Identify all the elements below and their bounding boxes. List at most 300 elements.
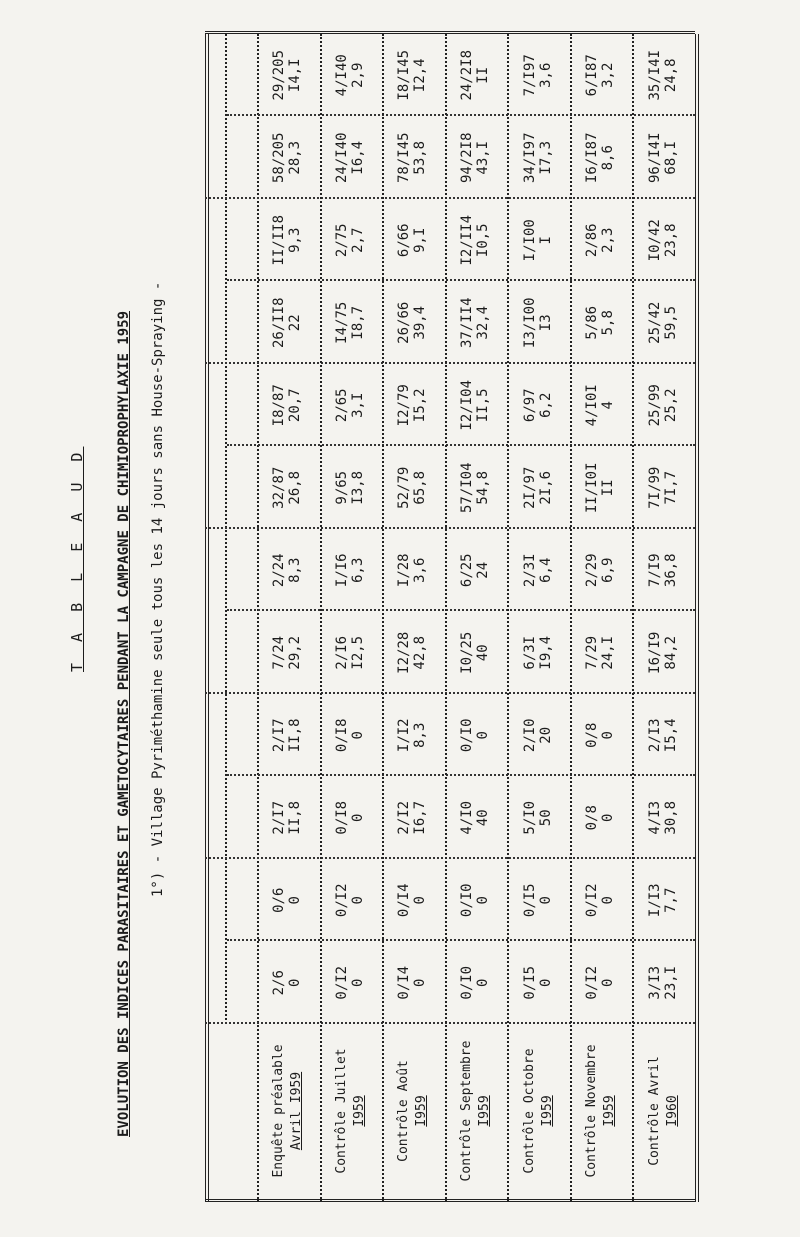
cell-ratio: II/II8 [271, 214, 288, 266]
cell-ratio: I2/I04 [459, 379, 475, 431]
table-cell [459, 47, 491, 103]
cell-ratio: I/28 [396, 553, 413, 588]
cell-ratio: 9/65 [333, 470, 350, 505]
table-cell [271, 295, 303, 351]
cell-ratio: I6/I9 [646, 631, 663, 674]
cell-percent: 0 [349, 978, 366, 987]
cell-percent: 9,3 [287, 227, 304, 253]
table-cell [396, 47, 428, 103]
cell-percent: 84,2 [662, 635, 679, 670]
cell-percent: 4 [600, 401, 617, 410]
cell-ratio: 78/I45 [396, 132, 413, 184]
cell-ratio: 0/I2 [584, 965, 601, 1000]
table-cell [584, 790, 616, 846]
cell-ratio: 0/6 [271, 887, 288, 913]
cell-ratio: 35/I4I [646, 49, 663, 101]
cell-ratio: 0/I4 [396, 965, 413, 1000]
table-cell [271, 130, 303, 186]
cell-ratio: 37/II4 [459, 297, 475, 349]
table-border-left [205, 1199, 695, 1202]
table-cell [396, 790, 428, 846]
cell-percent: 7,7 [662, 887, 679, 913]
cell-percent: 2,9 [349, 62, 366, 88]
cell-ratio: I8/I45 [396, 49, 413, 101]
cell-ratio: 0/I8 [333, 800, 350, 835]
cell-ratio: 2/75 [333, 223, 350, 258]
row-label [521, 1032, 557, 1190]
village-prefix: 1°) - [150, 846, 166, 897]
cell-ratio: 26/II8 [271, 297, 288, 349]
cell-ratio: 6/66 [396, 223, 413, 258]
table-cell [647, 707, 679, 763]
cell-percent: I5,4 [662, 718, 679, 753]
cell-percent: 20 [537, 726, 554, 744]
cell-percent: 3,6 [412, 557, 429, 583]
cell-ratio: 0/I0 [459, 883, 475, 918]
cell-percent: I6,4 [349, 140, 366, 175]
row-label-line1: Contrôle Octobre [521, 1048, 537, 1174]
table-cell [522, 47, 554, 103]
cell-percent: 68,I [662, 140, 679, 175]
table-cell [334, 790, 366, 846]
table-cell [647, 460, 679, 516]
cell-ratio: 0/I8 [333, 718, 350, 753]
cell-percent: I6,7 [412, 800, 429, 835]
cell-percent: 0 [600, 731, 617, 740]
table-cell [647, 955, 679, 1011]
table-cell [459, 130, 491, 186]
cell-ratio: 0/8 [584, 722, 601, 748]
table-cell [271, 790, 303, 846]
table-border-right [205, 31, 695, 34]
cell-percent: 0 [349, 813, 366, 822]
cell-percent: 0 [537, 978, 554, 987]
cell-percent: 2,7 [349, 227, 366, 253]
cell-ratio: 2I/97 [521, 466, 538, 509]
row-separator [570, 34, 572, 1202]
cell-percent: 0 [349, 731, 366, 740]
cell-ratio: 2/I6 [333, 635, 350, 670]
row-label-line2: I959 [414, 1095, 430, 1127]
row-label-line1: Contrôle Juillet [333, 1048, 349, 1174]
cell-percent: 59,5 [662, 305, 679, 340]
table-cell [396, 212, 428, 268]
cell-percent: 3,6 [537, 62, 554, 88]
cell-percent: 50 [537, 809, 554, 827]
cell-percent: 24,8 [662, 58, 679, 93]
table-cell [522, 460, 554, 516]
table-cell [396, 377, 428, 433]
row-label-line1: Contrôle Septembre [459, 1040, 474, 1182]
table-cell [334, 295, 366, 351]
row-label-line1: Contrôle Août [396, 1060, 412, 1162]
cell-ratio: 2/24 [271, 553, 288, 588]
cell-percent: 25,2 [662, 388, 679, 423]
cell-percent: 9,I [412, 227, 429, 253]
cell-ratio: 96/I4I [646, 132, 663, 184]
cell-percent: 23,8 [662, 223, 679, 258]
row-label-line2: I959 [351, 1095, 367, 1127]
table-cell [271, 542, 303, 598]
table-cell [459, 295, 491, 351]
table-cell [396, 707, 428, 763]
table-cell [459, 542, 491, 598]
cell-percent: I2,5 [349, 635, 366, 670]
cell-percent: 29,2 [287, 635, 304, 670]
cell-percent: 0 [475, 896, 491, 905]
row-separator [320, 34, 322, 1202]
cell-percent: 32,4 [475, 305, 491, 340]
cell-percent: 0 [349, 896, 366, 905]
table-cell [271, 872, 303, 928]
table-cell [459, 460, 491, 516]
cell-percent: 65,8 [412, 470, 429, 505]
table-cell [334, 212, 366, 268]
cell-ratio: 32/87 [271, 466, 288, 509]
row-separator [632, 34, 634, 1202]
cell-percent: 26,8 [287, 470, 304, 505]
table-border-bottom [695, 34, 699, 1202]
table-cell [459, 955, 491, 1011]
cell-ratio: I8/87 [271, 384, 288, 427]
cell-ratio: 4/I3 [646, 800, 663, 835]
cell-ratio: II/I0I [584, 462, 601, 514]
header-bottom-line [257, 34, 259, 1202]
table-cell [522, 295, 554, 351]
cell-percent: 30,8 [662, 800, 679, 835]
cell-percent: 36,8 [662, 553, 679, 588]
cell-percent: 7I,7 [662, 470, 679, 505]
cell-ratio: 0/I5 [521, 965, 538, 1000]
cell-percent: 0 [537, 896, 554, 905]
table-cell [584, 872, 616, 928]
row-label [395, 1032, 431, 1190]
cell-percent: 5,8 [600, 310, 617, 336]
cell-percent: 3,I [349, 392, 366, 418]
cell-percent: 54,8 [475, 470, 491, 505]
cell-ratio: I/I2 [396, 718, 413, 753]
cell-ratio: 4/I40 [333, 54, 350, 97]
table-cell [334, 47, 366, 103]
table-cell [271, 955, 303, 1011]
table-cell [584, 212, 616, 268]
table-cell [396, 625, 428, 681]
cell-percent: 2I,6 [537, 470, 554, 505]
row-label-line2: I960 [664, 1095, 680, 1127]
subcolumn-separator [227, 610, 695, 612]
cell-percent: 40 [475, 644, 491, 662]
cell-ratio: 2/I3 [646, 718, 663, 753]
table-cell [271, 707, 303, 763]
table-cell [522, 377, 554, 433]
table-cell [459, 212, 491, 268]
cell-ratio: 3/I3 [646, 965, 663, 1000]
cell-ratio: 34/I97 [521, 132, 538, 184]
table-cell [584, 955, 616, 1011]
cell-ratio: 2/I7 [271, 718, 288, 753]
table-cell [647, 625, 679, 681]
cell-percent: I0,5 [475, 223, 491, 258]
cell-percent: 40 [475, 809, 491, 827]
table-cell [647, 130, 679, 186]
table-cell [522, 212, 554, 268]
group-separator [205, 692, 695, 694]
cell-percent: 23,I [662, 965, 679, 1000]
cell-ratio: 6/97 [521, 388, 538, 423]
cell-ratio: 0/I5 [521, 883, 538, 918]
table-cell [584, 625, 616, 681]
table-cell [584, 47, 616, 103]
cell-percent: 24,I [600, 635, 617, 670]
cell-ratio: 94/2I8 [459, 132, 475, 184]
row-label [583, 1032, 619, 1190]
cell-percent: 0 [475, 731, 491, 740]
row-label-line1: Contrôle Novembre [584, 1044, 600, 1178]
cell-ratio: 0/I0 [459, 965, 475, 1000]
subcolumn-separator [227, 445, 695, 447]
cell-ratio: 0/8 [584, 805, 601, 831]
table-cell [334, 130, 366, 186]
subcolumn-separator [227, 280, 695, 282]
cell-ratio: 4/I0I [584, 384, 601, 427]
row-label-line2: I959 [477, 1095, 492, 1127]
cell-ratio: 6/25 [459, 553, 475, 588]
cell-ratio: I2/II4 [459, 214, 475, 266]
cell-ratio: 0/I0 [459, 718, 475, 753]
cell-percent: II [475, 66, 491, 84]
cell-percent: 42,8 [412, 635, 429, 670]
subcolumn-separator [227, 940, 695, 942]
cell-percent: I3,8 [349, 470, 366, 505]
cell-percent: 8,6 [600, 145, 617, 171]
cell-percent: 0 [287, 978, 304, 987]
table-cell [647, 377, 679, 433]
cell-percent: 0 [475, 978, 491, 987]
row-label-line1: Contrôle Avril [646, 1056, 662, 1166]
cell-ratio: 6/I87 [584, 54, 601, 97]
cell-ratio: 24/I40 [333, 132, 350, 184]
group-separator [205, 527, 695, 529]
table-cell [584, 377, 616, 433]
cell-ratio: 0/I2 [333, 965, 350, 1000]
table-cell [522, 955, 554, 1011]
cell-percent: 20,7 [287, 388, 304, 423]
cell-ratio: I0/25 [459, 631, 475, 674]
cell-ratio: I/I6 [333, 553, 350, 588]
table-cell [396, 295, 428, 351]
cell-ratio: 26/66 [396, 301, 413, 344]
cell-percent: II,8 [287, 718, 304, 753]
cell-percent: 6,3 [349, 557, 366, 583]
cell-percent: I3 [537, 314, 554, 332]
cell-percent: 6,9 [600, 557, 617, 583]
cell-percent: I4,I [287, 58, 304, 93]
cell-ratio: 7I/99 [646, 466, 663, 509]
village-caption [150, 282, 166, 897]
table-cell [334, 460, 366, 516]
cell-ratio: 4/I0 [459, 800, 475, 835]
cell-ratio: 2/6 [271, 970, 288, 996]
cell-ratio: 57/I04 [459, 462, 475, 514]
subcolumn-separator [227, 115, 695, 117]
table-cell [271, 625, 303, 681]
cell-percent: I [537, 236, 554, 245]
table-cell [522, 872, 554, 928]
row-label [270, 1032, 306, 1190]
cell-ratio: 2/86 [584, 223, 601, 258]
table-cell [584, 460, 616, 516]
subcolumn-separator [227, 775, 695, 777]
table-cell [647, 790, 679, 846]
table-cell [334, 872, 366, 928]
cell-percent: I9,4 [537, 635, 554, 670]
table-cell [271, 212, 303, 268]
table-cell [584, 130, 616, 186]
cell-percent: 0 [600, 896, 617, 905]
cell-ratio: 7/24 [271, 635, 288, 670]
cell-percent: 24 [475, 561, 491, 579]
cell-percent: II [600, 479, 617, 497]
cell-ratio: 0/I2 [333, 883, 350, 918]
cell-percent: II,8 [287, 800, 304, 835]
cell-percent: I5,2 [412, 388, 429, 423]
table-cell [584, 707, 616, 763]
cell-ratio: 2/3I [521, 553, 538, 588]
cell-ratio: 5/86 [584, 305, 601, 340]
cell-percent: 43,I [475, 140, 491, 175]
table-cell [334, 542, 366, 598]
cell-ratio: 58/205 [271, 132, 288, 184]
cell-percent: I8,7 [349, 305, 366, 340]
cell-ratio: 25/99 [646, 384, 663, 427]
cell-ratio: 7/I97 [521, 54, 538, 97]
table-cell [522, 542, 554, 598]
cell-percent: 28,3 [287, 140, 304, 175]
cell-ratio: I3/I00 [521, 297, 538, 349]
table-cell [396, 542, 428, 598]
cell-ratio: 2/I7 [271, 800, 288, 835]
row-label-line2: I959 [539, 1095, 555, 1127]
cell-ratio: 2/65 [333, 388, 350, 423]
cell-ratio: 5/I0 [521, 800, 538, 835]
table-subtitle: EVOLUTION DES INDICES PARASITAIRES ET GAMETOCYTAIRES PENDANT LA CAMPAGNE DE CHIMIOPROPHYLAXIE 1959 [116, 310, 132, 1137]
table-cell [271, 47, 303, 103]
cell-percent: 0 [600, 978, 617, 987]
cell-ratio: 24/2I8 [459, 49, 475, 101]
cell-percent: 22 [287, 314, 304, 332]
table-cell [522, 625, 554, 681]
header-separator [225, 34, 227, 1024]
table-cell [647, 295, 679, 351]
table-cell [334, 955, 366, 1011]
cell-percent: 2,3 [600, 227, 617, 253]
table-border-top [205, 34, 209, 1202]
row-label [458, 1032, 494, 1190]
cell-ratio: 2/29 [584, 553, 601, 588]
table-cell [522, 707, 554, 763]
table-cell [334, 377, 366, 433]
table-cell [271, 460, 303, 516]
table-heading: T A B L E A U D [68, 446, 86, 672]
cell-percent: 6,2 [537, 392, 554, 418]
cell-percent: 39,4 [412, 305, 429, 340]
cell-percent: 0 [600, 813, 617, 822]
cell-ratio: 7/I9 [646, 553, 663, 588]
table-cell [459, 707, 491, 763]
data-table [205, 34, 695, 1202]
cell-ratio: 29/205 [271, 49, 288, 101]
table-cell [584, 542, 616, 598]
table-cell [647, 212, 679, 268]
table-cell [459, 790, 491, 846]
row-label-line2: I959 [602, 1095, 618, 1127]
table-cell [647, 542, 679, 598]
cell-ratio: I6/I87 [584, 132, 601, 184]
table-cell [647, 872, 679, 928]
cell-percent: 6,4 [537, 557, 554, 583]
row-separator [382, 34, 384, 1202]
cell-ratio: I4/75 [333, 301, 350, 344]
row-separator [507, 34, 509, 1202]
table-cell [396, 460, 428, 516]
cell-percent: 3,2 [600, 62, 617, 88]
group-separator [205, 857, 695, 859]
row-label [646, 1032, 682, 1190]
row-label [333, 1032, 369, 1190]
cell-percent: 0 [287, 896, 304, 905]
table-cell [459, 625, 491, 681]
table-cell [334, 707, 366, 763]
cell-ratio: I/I00 [521, 219, 538, 262]
cell-percent: 53,8 [412, 140, 429, 175]
table-cell [584, 295, 616, 351]
table-cell [334, 625, 366, 681]
cell-ratio: 0/I2 [584, 883, 601, 918]
cell-ratio: I/I3 [646, 883, 663, 918]
table-cell [522, 790, 554, 846]
cell-percent: II,5 [475, 388, 491, 423]
cell-ratio: I0/42 [646, 219, 663, 262]
cell-ratio: 52/79 [396, 466, 413, 509]
cell-percent: 8,3 [287, 557, 304, 583]
table-cell [647, 47, 679, 103]
row-separator [445, 34, 447, 1202]
cell-percent: I7,3 [537, 140, 554, 175]
group-separator [205, 362, 695, 364]
cell-percent: 0 [412, 978, 429, 987]
table-cell [396, 130, 428, 186]
table-cell [396, 955, 428, 1011]
cell-ratio: 6/3I [521, 635, 538, 670]
table-cell [459, 872, 491, 928]
cell-percent: 0 [412, 896, 429, 905]
table-cell [271, 377, 303, 433]
cell-percent: I2,4 [412, 58, 429, 93]
row-label-line1: Enquête préalable [271, 1044, 287, 1178]
label-column-separator [205, 1022, 695, 1024]
cell-percent: 8,3 [412, 722, 429, 748]
table-cell [396, 872, 428, 928]
cell-ratio: 0/I4 [396, 883, 413, 918]
table-cell [459, 377, 491, 433]
group-separator [205, 197, 695, 199]
table-cell [522, 130, 554, 186]
cell-ratio: I2/79 [396, 384, 413, 427]
cell-ratio: 2/I2 [396, 800, 413, 835]
cell-ratio: I2/28 [396, 631, 413, 674]
cell-ratio: 2/I0 [521, 718, 538, 753]
cell-ratio: 25/42 [646, 301, 663, 344]
